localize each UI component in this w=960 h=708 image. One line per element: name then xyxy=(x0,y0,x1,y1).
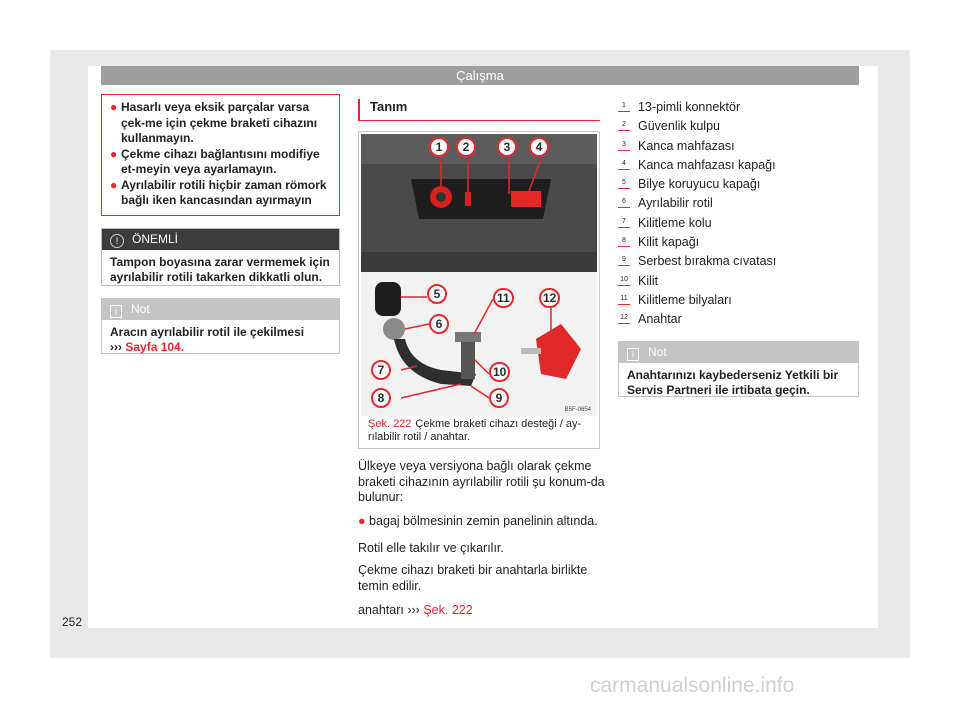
locking-lever xyxy=(461,339,475,379)
figure-caption-label: Şek. 222 xyxy=(368,418,412,430)
legend-text: Kilit kapağı xyxy=(638,235,700,250)
page-number: 252 xyxy=(62,615,83,629)
figure-callout: 11 xyxy=(493,288,514,308)
legend-item xyxy=(618,253,858,272)
bullet-icon: ● xyxy=(110,177,118,192)
important-title: ÖNEMLİ xyxy=(132,232,179,246)
legend-text: Kilitleme kolu xyxy=(638,215,712,230)
legend-number: 7 xyxy=(618,216,630,228)
legend-item xyxy=(618,138,858,157)
figure-reference-link[interactable]: ››› Şek. 222 xyxy=(407,603,473,617)
legend-item xyxy=(618,176,858,195)
legend-text: Kanca mahfazası xyxy=(638,138,735,153)
figure-callout: 5 xyxy=(427,284,447,304)
page-header: Çalışma xyxy=(101,66,859,85)
bullet-icon: ● xyxy=(110,100,118,114)
legend-number: 11 xyxy=(618,293,630,305)
warning-box xyxy=(101,94,340,216)
legend-item xyxy=(618,118,858,137)
figure-callout: 12 xyxy=(539,288,560,308)
legend-item xyxy=(618,292,858,311)
legend-number: 2 xyxy=(618,119,630,131)
legend-number: 9 xyxy=(618,254,630,266)
info-icon: i xyxy=(627,348,639,361)
note-header xyxy=(102,299,339,320)
figure-callout: 1 xyxy=(429,137,449,157)
tow-ball xyxy=(383,318,405,340)
figure-callout: 6 xyxy=(429,314,449,334)
note-header xyxy=(619,342,858,363)
legend-number: 12 xyxy=(618,312,630,324)
watermark: carmanualsonline.info xyxy=(590,674,795,697)
legend-number: 4 xyxy=(618,158,630,170)
figure-legend xyxy=(618,99,858,331)
section-title: Tanım xyxy=(358,99,600,121)
important-header xyxy=(102,229,339,250)
warning-item: ● Ayrılabilir rotili hiçbir zaman römork bağlı iken kancasından ayırmayın xyxy=(110,177,327,207)
housing-cover xyxy=(511,191,541,207)
page-reference-link[interactable]: ››› Sayfa 104. xyxy=(110,340,185,354)
legend-text: Bilye koruyucu kapağı xyxy=(638,177,761,192)
paragraph-key-ref: anahtarı ››› Şek. 222 xyxy=(358,603,473,617)
figure-caption-text: Çekme braketi cihazı desteği / ay-rılabilir rotil / anahtar. xyxy=(368,418,582,443)
warning-item: ● Hasarlı veya eksik parçalar varsa çek-me için çekme braketi cihazını kullanmayın. xyxy=(110,100,318,145)
legend-item xyxy=(618,234,858,253)
figure-callout: 7 xyxy=(371,360,391,380)
bullet-item: ● bagaj bölmesinin zemin panelinin altında. xyxy=(358,514,598,528)
paragraph-location: Ülkeye veya versiyona bağlı olarak çekme braketi cihazının ayrılabilir rotili şu konum-da bulunur: xyxy=(358,459,605,504)
figure-tow-bar xyxy=(358,131,600,449)
note-title: Not xyxy=(648,345,667,359)
bullet-icon: ● xyxy=(110,146,118,161)
ball-cover xyxy=(375,282,401,316)
legend-text: Kilit xyxy=(638,273,659,288)
safety-handle xyxy=(465,192,471,206)
figure-code: B5F-0654 xyxy=(564,407,591,413)
legend-item xyxy=(618,157,858,176)
figure-callout: 4 xyxy=(529,137,549,157)
legend-number: 8 xyxy=(618,235,630,247)
legend-text: Güvenlik kulpu xyxy=(638,119,720,134)
figure-callout: 8 xyxy=(371,388,391,408)
legend-number: 1 xyxy=(618,100,630,112)
legend-number: 10 xyxy=(618,274,630,286)
legend-item xyxy=(618,195,858,214)
exclamation-icon: ! xyxy=(110,234,124,248)
note-title: Not xyxy=(131,302,150,316)
important-box xyxy=(101,228,340,286)
figure-caption xyxy=(368,418,593,444)
legend-text: Serbest bırakma cıvatası xyxy=(638,254,777,269)
info-icon: i xyxy=(110,305,122,318)
figure-callout: 10 xyxy=(489,362,510,382)
legend-text: 13-pimli konnektör xyxy=(638,100,741,114)
paragraph-manual: Rotil elle takılır ve çıkarılır. xyxy=(358,541,504,555)
legend-text: Anahtar xyxy=(638,312,682,327)
note-text: Anahtarınızı kaybederseniz Yetkili bir Servis Partneri ile irtibata geçin. xyxy=(627,368,839,397)
figure-callout: 9 xyxy=(489,388,509,408)
legend-item xyxy=(618,215,858,234)
figure-callout: 2 xyxy=(456,137,476,157)
warning-item: ● Çekme cihazı bağlantısını modifiye et-meyin veya ayarlamayın. xyxy=(110,146,320,176)
tow-bar-illustration xyxy=(361,134,597,416)
note-text: Aracın ayrılabilir rotil ile çekilmesi ››› Sayfa 104. xyxy=(110,325,305,354)
legend-text: Ayrılabilir rotil xyxy=(638,196,713,211)
paragraph-key: Çekme cihazı braketi bir anahtarla birlikte temin edilir. xyxy=(358,563,588,593)
legend-item xyxy=(618,273,858,292)
legend-text: Kilitleme bilyaları xyxy=(638,292,732,307)
legend-number: 6 xyxy=(618,196,630,208)
note-box-left xyxy=(101,298,340,354)
note-box-right xyxy=(618,341,859,397)
legend-number: 5 xyxy=(618,177,630,189)
legend-item xyxy=(618,311,858,330)
legend-text: Kanca mahfazası kapağı xyxy=(638,157,776,172)
legend-number: 3 xyxy=(618,139,630,151)
bullet-icon: ● xyxy=(358,514,366,528)
figure-callout: 3 xyxy=(497,137,517,157)
legend-item xyxy=(618,99,858,118)
important-text: Tampon boyasına zarar vermemek için ayrılabilir rotili takarken dikkatli olun. xyxy=(110,255,330,284)
